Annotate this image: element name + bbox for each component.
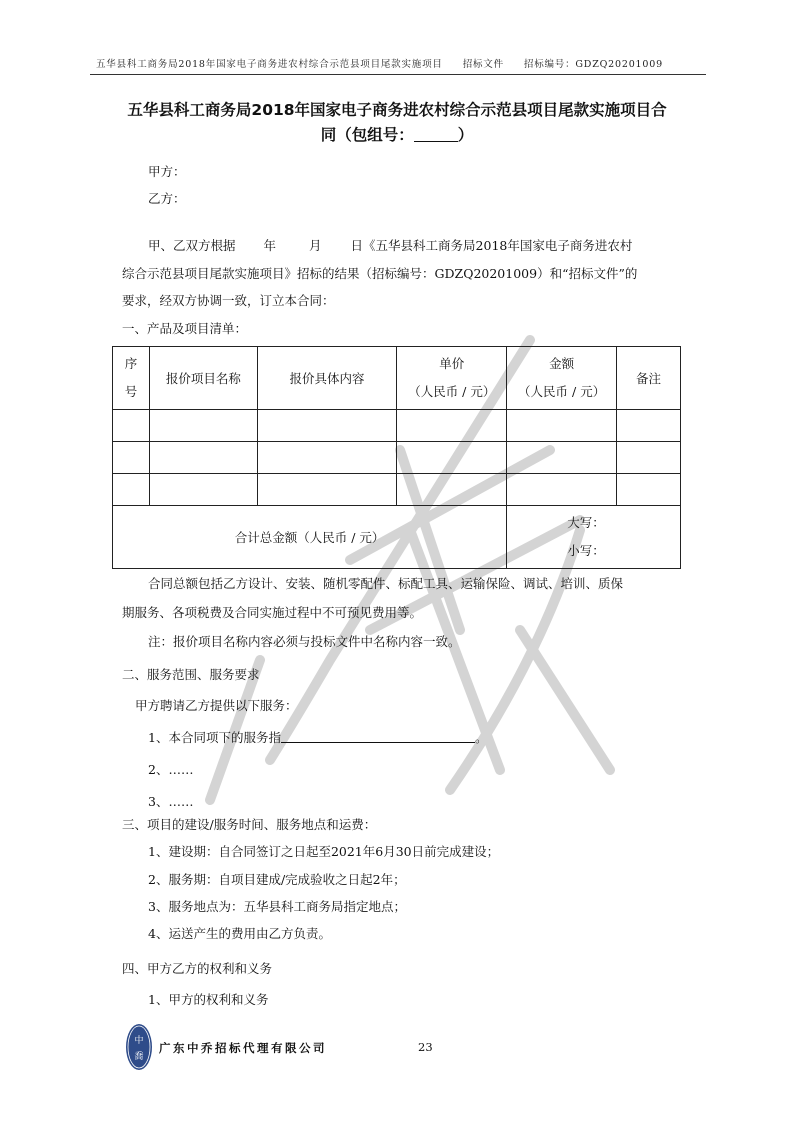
table-cell <box>149 410 257 442</box>
party-a-label: 甲方： <box>148 164 186 179</box>
table-cell <box>507 410 617 442</box>
title-line-2-prefix: 同（包组号： <box>320 126 414 144</box>
running-header <box>96 56 696 70</box>
header-rule <box>90 74 706 75</box>
table-row <box>113 410 681 442</box>
intro-line-3: 要求，经双方协调一致，订立本合同： <box>122 293 335 308</box>
section-3-item-1: 1、建设期：自合同签订之日起至2021年6月30日前完成建设； <box>148 844 500 859</box>
total-lower: 小写： <box>567 543 605 558</box>
header-unit-price <box>397 347 507 410</box>
header-remarks: 备注 <box>617 347 681 410</box>
note-2: 注：报价项目名称内容必须与投标文件中名称内容一致。 <box>148 634 461 649</box>
header-item-name: 报价项目名称 <box>149 347 257 410</box>
header-amount <box>507 347 617 410</box>
table-cell <box>397 410 507 442</box>
header-unit-price-unit: （人民币 / 元） <box>408 384 496 399</box>
header-unit-price-label: 单价 <box>439 356 465 371</box>
company-logo <box>125 1023 153 1071</box>
party-b-label: 乙方： <box>148 191 186 206</box>
table-cell <box>113 410 150 442</box>
table-cell <box>617 474 681 506</box>
table-cell <box>257 410 397 442</box>
header-item-content: 报价具体内容 <box>257 347 397 410</box>
note-1-line-2: 期服务、各项税费及合同实施过程中不可预见费用等。 <box>122 605 423 620</box>
table-cell <box>257 442 397 474</box>
table-cell <box>149 442 257 474</box>
intro-month: 月 <box>309 238 322 253</box>
table-cell <box>397 442 507 474</box>
intro-line-2: 综合示范县项目尾款实施项目》招标的结果（招标编号：GDZQ20201009）和“招标文件”的 <box>122 266 638 281</box>
table-cell <box>149 474 257 506</box>
footer-company-name: 广东中乔招标代理有限公司 <box>159 1041 327 1055</box>
section-1-heading: 一、产品及项目清单： <box>122 321 248 336</box>
table-total-row <box>113 506 681 569</box>
title-line-2-suffix: ） <box>457 126 474 144</box>
section-2-heading: 二、服务范围、服务要求 <box>122 667 260 682</box>
lot-number-blank <box>414 126 458 142</box>
header-amount-label: 金额 <box>549 356 575 371</box>
note-1-line-1: 合同总额包括乙方设计、安装、随机零配件、标配工具、运输保险、调试、培训、质保 <box>148 576 624 591</box>
header-tender-no: 招标编号：GDZQ20201009 <box>523 59 663 70</box>
table-row <box>113 442 681 474</box>
service-blank <box>281 729 475 743</box>
section-2-item-1-end: 。 <box>474 730 488 745</box>
section-3-item-4: 4、运送产生的费用由乙方负责。 <box>148 926 331 941</box>
contract-title <box>110 98 684 148</box>
header-seq <box>113 347 150 410</box>
table-cell <box>257 474 397 506</box>
table-header-row <box>113 347 681 410</box>
total-upper: 大写： <box>567 515 605 530</box>
table-cell <box>507 474 617 506</box>
table-row <box>113 474 681 506</box>
header-project: 五华县科工商务局2018年国家电子商务进农村综合示范县项目尾款实施项目 <box>96 59 443 70</box>
section-2-intro: 甲方聘请乙方提供以下服务： <box>135 698 298 713</box>
section-3-heading: 三、项目的建设/服务时间、服务地点和运费： <box>122 817 377 832</box>
title-line-1: 五华县科工商务局2018年国家电子商务进农村综合示范县项目尾款实施项目合 <box>127 101 667 119</box>
product-table <box>112 346 681 569</box>
intro-year: 年 <box>263 238 277 253</box>
header-doc-type: 招标文件 <box>462 59 504 70</box>
section-4-item-1: 1、甲方的权利和义务 <box>148 992 269 1007</box>
svg-text:中: 中 <box>134 1036 144 1046</box>
intro-line-1-a: 甲、乙双方根据 <box>148 238 236 253</box>
section-2-item-2: 2、…… <box>148 762 194 777</box>
table-cell <box>397 474 507 506</box>
section-2-item-3: 3、…… <box>148 794 194 809</box>
header-seq-top: 序 <box>124 356 138 371</box>
total-values <box>507 506 681 569</box>
table-cell <box>617 410 681 442</box>
section-2-item-1-text: 1、本合同项下的服务指 <box>148 730 281 745</box>
total-label: 合计总金额（人民币 / 元） <box>113 506 507 569</box>
table-cell <box>617 442 681 474</box>
section-3-item-2: 2、服务期：自项目建成/完成验收之日起2年； <box>148 872 406 887</box>
intro-line-1-b: 日《五华县科工商务局2018年国家电子商务进农村 <box>350 238 633 253</box>
svg-text:喬: 喬 <box>134 1052 144 1062</box>
table-cell <box>507 442 617 474</box>
header-amount-unit: （人民币 / 元） <box>518 384 606 399</box>
section-2-item-1 <box>148 729 487 747</box>
table-cell <box>113 474 150 506</box>
section-4-heading: 四、甲方乙方的权利和义务 <box>122 961 273 976</box>
title-line-2 <box>110 123 684 148</box>
header-seq-bottom: 号 <box>124 384 138 399</box>
table-cell <box>113 442 150 474</box>
intro-line-1 <box>148 237 632 255</box>
page-number: 23 <box>418 1040 433 1054</box>
section-3-item-3: 3、服务地点为：五华县科工商务局指定地点； <box>148 899 406 914</box>
